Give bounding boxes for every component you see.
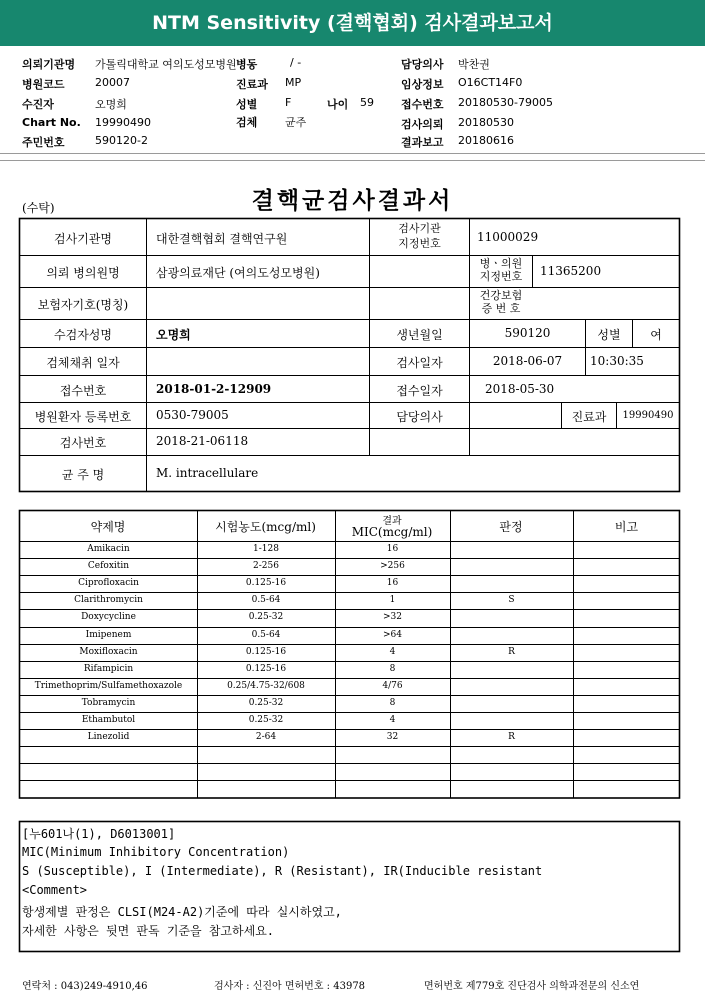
mic-cell-mic: 16 <box>386 578 399 588</box>
mic-cell-drug: Linezolid <box>87 732 130 742</box>
mic-cell-drug: Ciprofloxacin <box>78 578 139 588</box>
patient-label: 수진자 <box>22 98 54 111</box>
rrn-value: 590120-2 <box>95 134 148 147</box>
mic-header-result-2: MIC(mcg/ml) <box>351 525 433 539</box>
note-line: <Comment> <box>22 883 88 897</box>
mic-header-drug: 약제명 <box>90 520 126 534</box>
mic-cell-mic: 8 <box>389 698 396 708</box>
insurer-label: 보험자기호(명칭) <box>37 298 129 312</box>
mic-header-result-1: 결과 <box>382 516 402 527</box>
mic-cell-drug: Cefoxitin <box>87 561 130 571</box>
report-value: 20180616 <box>458 134 514 147</box>
sex-value: F <box>285 96 292 109</box>
footer-specialist: 면허번호 제779호 진단검사 의학과전문의 신소연 <box>424 981 640 992</box>
ward-label: 병동 <box>236 58 258 71</box>
mic-cell-mic: >32 <box>383 612 402 622</box>
note-line: MIC(Minimum Inhibitory Concentration) <box>22 845 290 859</box>
strain-label: 균 주 명 <box>61 468 105 482</box>
mic-cell-conc: 0.125-16 <box>245 578 287 588</box>
name-value: 오명희 <box>156 328 191 342</box>
doc-title: 결핵균검사결과서 <box>251 187 454 214</box>
dept-label: 진료과 <box>236 78 268 91</box>
reg-label: 병원환자 등록번호 <box>34 410 132 424</box>
testtime-value: 10:30:35 <box>590 354 644 368</box>
mic-cell-conc: 0.25/4.75-32/608 <box>227 681 305 691</box>
mic-cell-mic: 8 <box>389 664 396 674</box>
doc-tag: (수탁) <box>22 201 55 215</box>
ward-value: / - <box>290 56 302 69</box>
doctor-label: 담당의사 <box>401 58 444 71</box>
strain-value: M. intracellulare <box>156 466 259 480</box>
hospno-label-2: 지정번호 <box>479 270 523 283</box>
sex-label: 성별 <box>236 98 258 111</box>
recv-label: 접수번호 <box>401 98 444 111</box>
recvno-value: 2018-01-2-12909 <box>156 382 272 396</box>
birth-value: 590120 <box>504 326 551 340</box>
age-value: 59 <box>360 96 374 109</box>
reg-value: 0530-79005 <box>156 408 229 422</box>
form-sex-value: 여 <box>650 328 662 342</box>
hospital-value: 가톨릭대학교 여의도성모병원 <box>95 58 237 71</box>
mic-cell-conc: 0.125-16 <box>245 664 287 674</box>
req-hosp-value: 삼광의료재단 (여의도성모병원) <box>156 266 320 280</box>
request-label: 검사의뢰 <box>401 118 444 131</box>
mic-cell-conc: 2-64 <box>255 732 277 742</box>
testdate-value: 2018-06-07 <box>492 354 563 368</box>
note-line: S (Susceptible), I (Intermediate), R (Resistant), IR(Inducible resistant <box>22 864 543 878</box>
labno-value: 11000029 <box>477 230 539 244</box>
testdate-label: 검사일자 <box>396 356 443 370</box>
name-label: 수검자성명 <box>54 328 112 342</box>
hospital-label: 의뢰기관명 <box>22 58 76 71</box>
mic-cell-conc: 1-128 <box>253 544 279 554</box>
testno-value: 2018-21-06118 <box>156 434 249 448</box>
note-line: [누601나(1), D6013001] <box>22 827 176 841</box>
mic-cell-mic: 16 <box>386 544 399 554</box>
dept-value: MP <box>285 76 302 89</box>
mic-cell-mic: 4 <box>389 715 396 725</box>
patient-value: 오명희 <box>95 98 127 111</box>
mic-cell-conc: 0.25-32 <box>248 612 284 622</box>
age-label: 나이 <box>327 98 349 111</box>
mic-header-note: 비고 <box>614 520 639 534</box>
report-header-title: NTM Sensitivity (결핵협회) 검사결과보고서 <box>0 0 705 46</box>
rrn-label: 주민번호 <box>22 136 65 149</box>
mic-cell-drug: Rifampicin <box>83 664 134 674</box>
form-sex-label: 성별 <box>597 328 621 342</box>
mic-cell-conc: 0.25-32 <box>248 715 284 725</box>
health-label-2: 증 번 호 <box>481 302 521 315</box>
lab-value: 대한결핵협회 결핵연구원 <box>156 232 288 246</box>
mic-header-interp: 판정 <box>499 520 523 534</box>
doctor-value: 박찬권 <box>458 58 490 71</box>
mic-cell-drug: Trimethoprim/Sulfamethoxazole <box>34 681 183 691</box>
report-label: 결과보고 <box>401 136 444 149</box>
specimen-value: 균주 <box>285 116 307 129</box>
code-label: 병원코드 <box>22 78 65 91</box>
mic-cell-drug: Doxycycline <box>81 612 136 622</box>
birth-label: 생년월일 <box>396 328 443 342</box>
mic-cell-drug: Clarithromycin <box>74 595 143 605</box>
hospno-label-1: 병ㆍ의원 <box>479 257 523 270</box>
mic-header-conc: 시험농도(mcg/ml) <box>215 520 316 534</box>
mic-cell-drug: Moxifloxacin <box>79 647 138 657</box>
specimen-label: 검체 <box>236 116 258 129</box>
mic-cell-mic: >256 <box>380 561 405 571</box>
recvdate-label: 접수일자 <box>396 384 443 398</box>
labno-label-1: 검사기관 <box>398 222 441 235</box>
mic-cell-conc: 0.5-64 <box>251 630 281 640</box>
mic-cell-drug: Tobramycin <box>81 698 136 708</box>
mic-cell-interp: R <box>508 647 515 657</box>
mic-cell-mic: 4/76 <box>382 681 403 691</box>
mic-cell-interp: R <box>508 732 515 742</box>
code-value: 20007 <box>95 76 130 89</box>
labno-label-2: 지정번호 <box>398 237 441 250</box>
collect-label: 검체채취 일자 <box>46 356 120 370</box>
mic-cell-interp: S <box>508 595 515 605</box>
mic-cell-drug: Amikacin <box>87 544 130 554</box>
recvno-label: 접수번호 <box>59 384 107 398</box>
mic-cell-mic: >64 <box>383 630 402 640</box>
mic-cell-mic: 4 <box>389 647 396 657</box>
mic-cell-mic: 1 <box>389 595 396 605</box>
mic-cell-drug: Ethambutol <box>81 715 136 725</box>
note-line: 자세한 사항은 뒷면 판독 기준을 참고하세요. <box>22 924 275 938</box>
lab-label: 검사기관명 <box>54 232 112 246</box>
clinical-value: O16CT14F0 <box>458 76 523 89</box>
chart-label: Chart No. <box>22 116 81 129</box>
mic-cell-conc: 0.5-64 <box>251 595 281 605</box>
health-label-1: 건강보험 <box>479 289 523 302</box>
mic-cell-drug: Imipenem <box>85 630 132 640</box>
form-dept-label: 진료과 <box>571 410 607 424</box>
footer-examiner: 검사자 : 신진아 면허번호 : 43978 <box>214 981 366 992</box>
request-value: 20180530 <box>458 116 514 129</box>
recvdate-value: 2018-05-30 <box>485 382 555 396</box>
mic-cell-conc: 2-256 <box>253 561 279 571</box>
form-dept-value: 19990490 <box>622 410 674 421</box>
mic-cell-conc: 0.125-16 <box>245 647 287 657</box>
chart-value: 19990490 <box>95 116 151 129</box>
mic-cell-mic: 32 <box>386 732 399 742</box>
hospno-value: 11365200 <box>540 264 602 278</box>
footer-contact: 연락처 : 043)249-4910,46 <box>22 981 148 992</box>
mic-cell-conc: 0.25-32 <box>248 698 284 708</box>
testno-label: 검사번호 <box>59 436 107 450</box>
clinical-label: 임상정보 <box>401 78 444 91</box>
req-hosp-label: 의뢰 병의원명 <box>46 266 120 280</box>
form-doctor-label: 담당의사 <box>396 410 443 424</box>
note-line: 항생제별 판정은 CLSI(M24-A2)기준에 따라 실시하였고, <box>22 905 342 919</box>
recv-value: 20180530-79005 <box>458 96 553 109</box>
